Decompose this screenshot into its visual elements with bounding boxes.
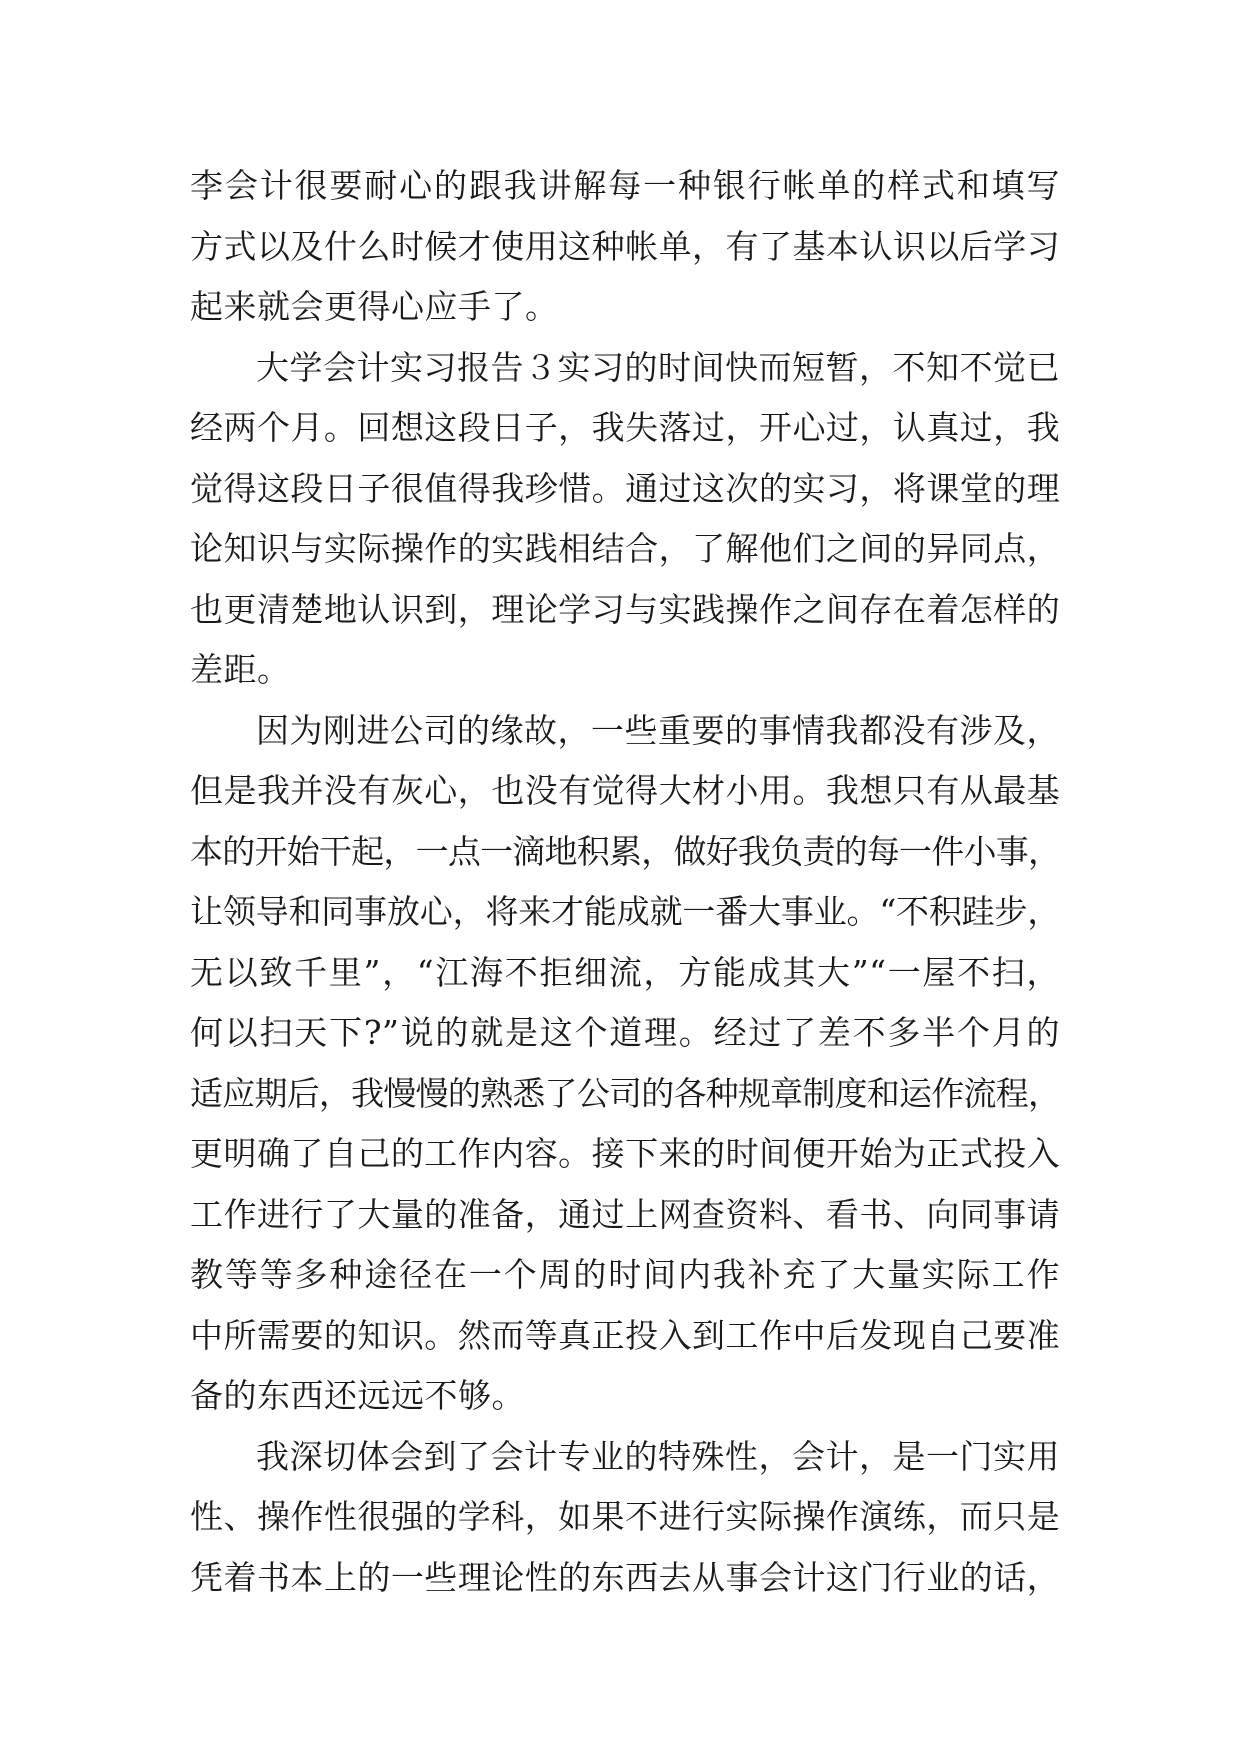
text-line: 适应期后，我慢慢的熟悉了公司的各种规章制度和运作流程，: [190, 1073, 1060, 1113]
text-line: 方式以及什么时候才使用这种帐单，有了基本认识以后学习: [190, 226, 1060, 266]
text-line: 备的东西还远远不够。: [190, 1376, 525, 1415]
paragraph-3: [190, 701, 1060, 1427]
text-line: 但是我并没有灰心，也没有觉得大材小用。我想只有从最基: [190, 771, 1060, 810]
text-line: 何以扫天下?”说的就是这个道理。经过了差不多半个月的: [190, 1013, 1060, 1052]
text-line: 觉得这段日子很值得我珍惜。通过这次的实习，将课堂的理: [190, 468, 1060, 508]
text-line: 中所需要的知识。然而等真正投入到工作中后发现自己要准: [190, 1315, 1060, 1355]
text-line: 差距。: [190, 650, 291, 689]
text-line: 经两个月。回想这段日子，我失落过，开心过，认真过，我: [190, 408, 1060, 447]
paragraph-4: [190, 1427, 1060, 1609]
text-line: 起来就会更得心应手了。: [190, 287, 559, 326]
text-line: 论知识与实际操作的实践相结合，了解他们之间的异同点，: [190, 529, 1060, 568]
text-line: 我深切体会到了会计专业的特殊性，会计，是一门实用: [256, 1436, 1060, 1476]
paragraph-2: [190, 338, 1060, 701]
body-text: [190, 156, 1060, 1608]
text-line: 本的开始干起，一点一滴地积累，做好我负责的每一件小事，: [190, 831, 1060, 871]
text-line: 大学会计实习报告３实习的时间快而短暂，不知不觉已: [256, 347, 1060, 387]
text-line: 教等等多种途径在一个周的时间内我补充了大量实际工作: [190, 1255, 1060, 1294]
text-line: 李会计很要耐心的跟我讲解每一种银行帐单的样式和填写: [190, 166, 1060, 205]
text-line: 也更清楚地认识到，理论学习与实践操作之间存在着怎样的: [190, 589, 1060, 629]
text-line: 让领导和同事放心，将来才能成就一番大事业。“不积跬步，: [190, 892, 1060, 931]
text-line: 更明确了自己的工作内容。接下来的时间便开始为正式投入: [190, 1134, 1060, 1173]
text-line: 无以致千里”，“江海不拒细流，方能成其大”“一屋不扫，: [190, 952, 1060, 992]
text-line: 凭着书本上的一些理论性的东西去从事会计这门行业的话，: [190, 1557, 1060, 1597]
text-line: 因为刚进公司的缘故，一些重要的事情我都没有涉及，: [256, 710, 1060, 750]
text-line: 性、操作性很强的学科，如果不进行实际操作演练，而只是: [190, 1497, 1060, 1536]
text-line: 工作进行了大量的准备，通过上网查资料、看书、向同事请: [190, 1194, 1060, 1234]
paragraph-1: [190, 156, 1060, 338]
